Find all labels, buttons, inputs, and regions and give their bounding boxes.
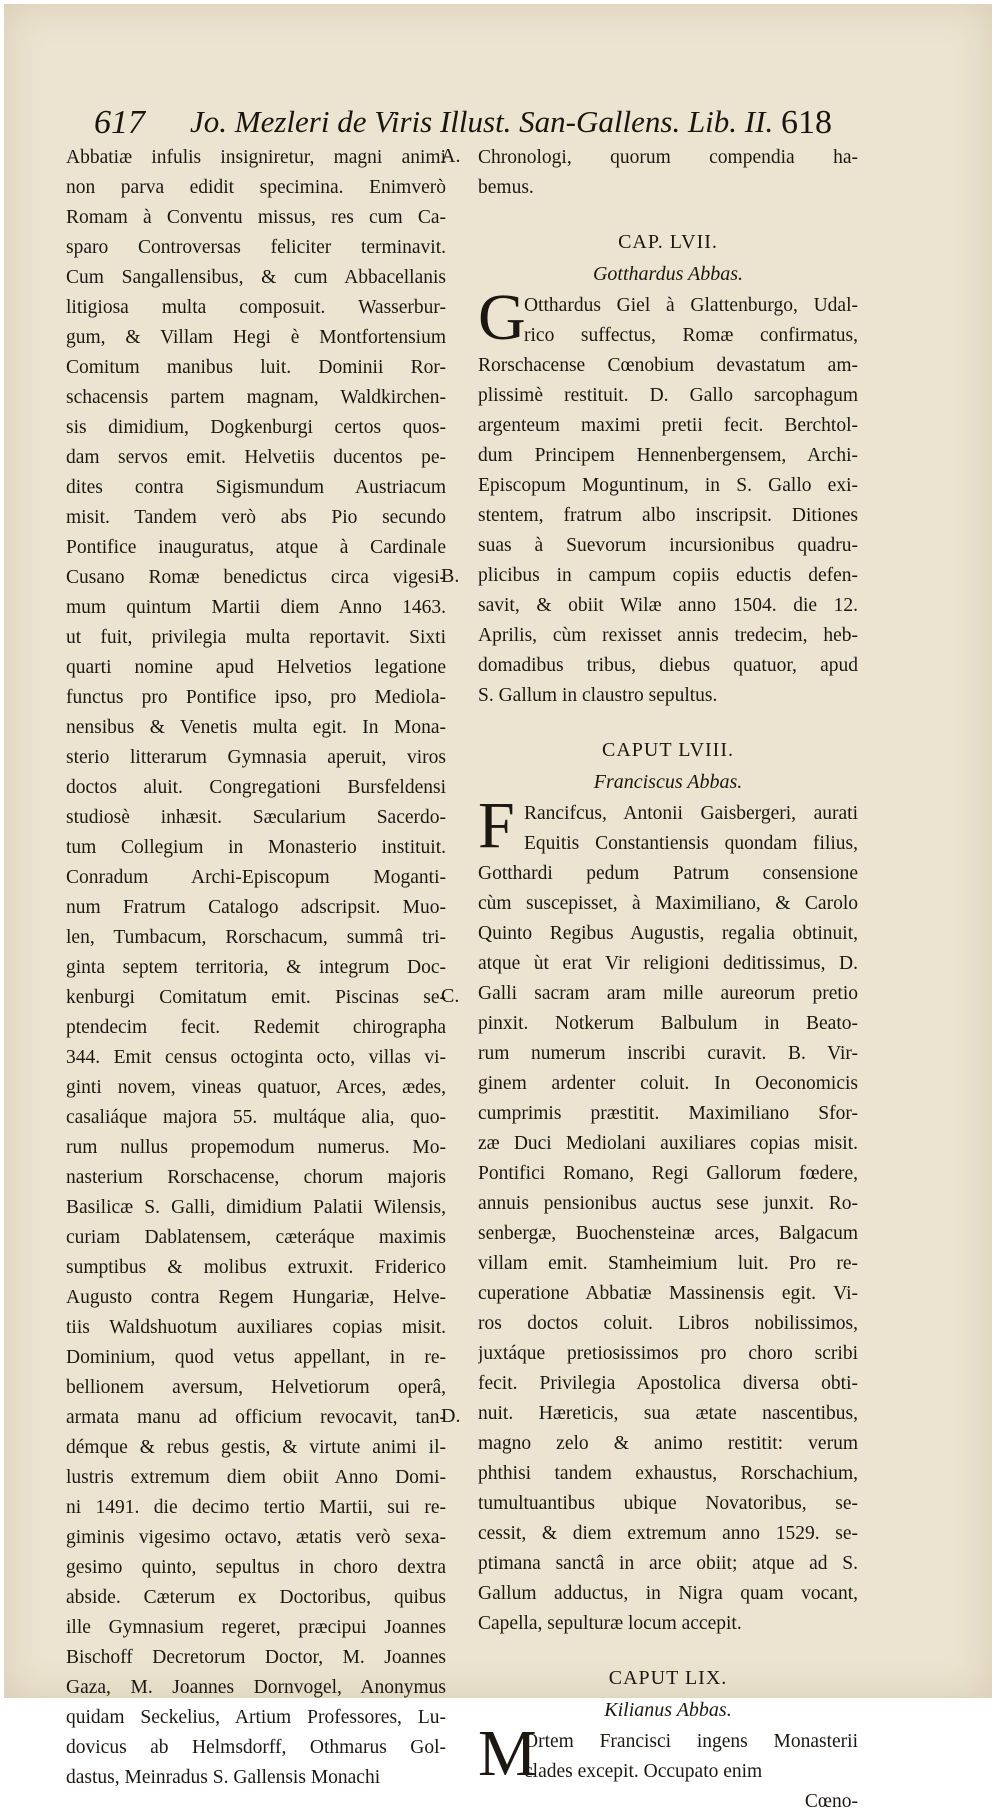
text-line: zæ Duci Mediolani auxiliares copias misit. [478,1133,858,1154]
text-line: plissimè restituit. D. Gallo sarcophagum [478,385,858,406]
chapter-57-subtitle: Gotthardus Abbas. [592,263,744,285]
text-line: argenteum maximi pretii fecit. Berchtol- [478,415,858,436]
chapter-57-initial: G [478,281,526,354]
text-line: ut fuit, privilegia multa reportavit. Sixti [66,627,446,648]
text-line: tiis Waldshuotum auxiliares copias misit. [66,1317,446,1338]
text-line: dites contra Sigismundum Austriacum [66,477,446,498]
text-line: sumptibus & molibus extruxit. Friderico [66,1257,446,1278]
text-line: Episcopum Moguntinum, in S. Gallo exi- [478,475,858,496]
right-column [478,143,858,1817]
text-line: tumultuantibus ubique Novatoribus, se- [478,1493,858,1514]
text-line: Pontifice inauguratus, atque à Cardinale [66,537,446,558]
text-line: 344. Emit census octoginta octo, villas vi- [66,1047,446,1068]
text-line: suas à Suevorum incursionibus quadru- [478,535,858,556]
text-line: num Fratrum Catalogo adscripsit. Muo- [66,897,446,918]
text-line: dastus, Meinradus S. Gallensis Monachi [66,1767,381,1788]
chapter-58-body [478,789,858,1639]
text-line: quarti nomine apud Helvetios legatione [66,657,446,678]
text-line: Pontifici Romano, Regi Gallorum fœdere, [478,1163,858,1184]
text-line: nasterium Rorschacense, chorum majoris [66,1167,446,1188]
text-line: ptimana sanctâ in arce obiit; atque ad S. [478,1553,858,1574]
text-line: Galli sacram aram mille aureorum pretio [478,983,858,1004]
page-number-left: 617 [94,104,145,141]
text-line: Basilicæ S. Galli, dimidium Palatii Wilensis, [66,1197,446,1218]
text-line: ni 1491. die decimo tertio Martii, sui re- [66,1497,446,1518]
text-line: ginta septem territoria, & integrum Doc- [66,957,446,978]
text-line: rum nullus propemodum numerus. Mo- [66,1137,446,1158]
text-line: Augusto contra Regem Hungariæ, Helve- [66,1287,446,1308]
left-column [66,143,446,1793]
text-line: magno zelo & animo restitit: verum [478,1433,858,1454]
text-line: Chronologi, quorum compendia ha- [478,147,858,168]
margin-marker-a: A. [441,145,461,167]
text-line: rico suffectus, Romæ confirmatus, [524,325,858,346]
text-line: len, Tumbacum, Rorschacum, summâ tri- [66,927,446,948]
text-line: domadibus tribus, diebus quatuor, apud [478,655,858,676]
text-line: Abbatiæ infulis insigniretur, magni animi [66,147,446,168]
text-line: bemus. [478,177,534,198]
text-line: schacensis partem magnam, Waldkirchen- [66,387,446,408]
text-line: Capella, sepulturæ locum accepit. [478,1613,742,1634]
text-line: Otthardus Giel à Glattenburgo, Udal- [524,295,858,316]
text-line: Conradum Archi-Episcopum Moganti- [66,867,446,888]
text-line: curiam Dablatensem, cæteráque maximis [66,1227,446,1248]
text-line: Quinto Regibus Augustis, regalia obtinuit, [478,923,858,944]
text-line: plicibus in campum copiis eductis defen- [478,565,858,586]
text-line: nensibus & Venetis multa egit. In Mona- [66,717,446,738]
text-line: Romam à Conventu missus, res cum Ca- [66,207,446,228]
text-line: giminis vigesimo octavo, ætatis verò sexa- [66,1527,446,1548]
margin-marker-b: B. [441,565,460,587]
text-line: gum, & Villam Hegi è Montfortensium [66,327,446,348]
text-line: Gotthardi pedum Patrum consensione [478,863,858,884]
text-line: ginem ardenter coluit. In Oeconomicis [478,1073,858,1094]
margin-marker-c: C. [441,985,460,1007]
text-line: Dominium, quod vetus appellant, in re- [66,1347,446,1368]
text-line: démque & rebus gestis, & virtute animi il- [66,1437,446,1458]
text-line: ille Gymnasium regeret, præcipui Joannes [66,1617,446,1638]
text-line: kenburgi Comitatum emit. Piscinas se- [66,987,446,1008]
text-line: tum Collegium in Monasterio instituit. [66,837,446,858]
text-line: sterio litterarum Gymnasia aperuit, viros [66,747,446,768]
text-line: senbergæ, Buochensteinæ arces, Balgacum [478,1223,858,1244]
margin-marker-d: D. [441,1405,461,1427]
chapter-59-title: CAPUT LIX. [608,1667,728,1689]
text-line: dovicus ab Helmsdorff, Othmarus Gol- [66,1737,446,1758]
text-line: fecit. Privilegia Apostolica diversa obti- [478,1373,858,1394]
text-line: Equitis Constantiensis quondam filius, [524,833,858,854]
text-line: Gallum adductus, in Nigra quam vocant, [478,1583,858,1604]
chapter-58-subtitle: Franciscus Abbas. [593,771,743,793]
text-line: bellionem aversum, Helvetiorum operâ, [66,1377,446,1398]
text-line: nuit. Hæreticis, sua ætate nascentibus, [478,1403,858,1424]
text-line: non parva edidit specimina. Enimverò [66,177,446,198]
text-line: lustris extremum diem obiit Anno Domi- [66,1467,446,1488]
text-line: S. Gallum in claustro sepultus. [478,685,718,706]
text-line: villam emit. Stamheimium luit. Pro re- [478,1253,858,1274]
text-line: Rorschacense Cœnobium devastatum am- [478,355,858,376]
text-line: cumprimis præstitit. Maximiliano Sfor- [478,1103,858,1124]
text-line: Bischoff Decretorum Doctor, M. Joannes [66,1647,446,1668]
intro-text [478,143,858,203]
text-line: annuis pensionibus auctus sese junxit. Ro- [478,1193,858,1214]
text-line: Ortem Francisci ingens Monasterii [524,1731,858,1752]
text-line: dum Principem Hennenbergensem, Archi- [478,445,858,466]
text-line: pinxit. Notkerum Balbulum in Beato- [478,1013,858,1034]
text-line: dam servos emit. Helvetiis ducentos pe- [66,447,446,468]
text-line: abside. Cæterum ex Doctoribus, quibus [66,1587,446,1608]
text-line: quidam Seckelius, Artium Professores, Lu- [66,1707,446,1728]
text-line: clades excepit. Occupato enim [524,1761,763,1782]
text-line: stentem, fratrum albo inscripsit. Ditiones [478,505,858,526]
chapter-57-body [478,281,858,711]
text-line: Rancifcus, Antonii Gaisbergeri, aurati [524,803,858,824]
text-line: misit. Tandem verò abs Pio secundo [66,507,446,528]
text-line: studiosè inhæsit. Sæcularium Sacerdo- [66,807,446,828]
text-line: ros doctos coluit. Libros nobilissimos, [478,1313,858,1334]
text-line: juxtáque pretiosissimos pro choro scribi [478,1343,858,1364]
text-line: ginti novem, vineas quatuor, Arces, ædes, [66,1077,446,1098]
page-number-right: 618 [781,104,832,141]
catchword: Cœno- [804,1791,858,1812]
text-line: functus pro Pontifice ipso, pro Mediola- [66,687,446,708]
text-line: atque ùt erat Vir religioni deditissimus, D. [478,953,858,974]
text-line: mum quintum Martii diem Anno 1463. [66,597,446,618]
chapter-59-initial: M [478,1717,537,1790]
text-line: cessit, & diem extremum anno 1529. se- [478,1523,858,1544]
text-line: cuperatione Abbatiæ Massinensis egit. Vi- [478,1283,858,1304]
text-line: rum numerum inscribi curavit. B. Vir- [478,1043,858,1064]
book-page [4,4,992,1812]
chapter-59-body [478,1717,858,1790]
text-line: Aprilis, cùm rexisset annis tredecim, heb- [478,625,858,646]
chapter-58-title: CAPUT LVIII. [601,739,734,761]
text-line: gesimo quinto, sepultus in choro dextra [66,1557,446,1578]
text-line: savit, & obiit Wilæ anno 1504. die 12. [478,595,858,616]
text-line: Gaza, M. Joannes Dornvogel, Anonymus [66,1677,446,1698]
text-line: armata manu ad officium revocavit, tan- [66,1407,446,1428]
running-title: Jo. Mezleri de Viris Illust. San-Gallens. Lib. II. [190,104,774,139]
text-line: casaliáque majora 55. multáque alia, quo- [66,1107,446,1128]
text-line: phthisi tandem exhaustus, Rorschachium, [478,1463,858,1484]
text-line: ptendecim fecit. Redemit chirographa [66,1017,446,1038]
text-line: sis dimidium, Dogkenburgi certos quos- [66,417,446,438]
text-line: Cum Sangallensibus, & cum Abbacellanis [66,267,446,288]
text-line: doctos aluit. Congregationi Bursfeldensi [66,777,446,798]
text-line: sparo Controversas feliciter terminavit. [66,237,446,258]
text-line: Cusano Romæ benedictus circa vigesi- [66,567,446,588]
chapter-58-initial: F [478,789,515,862]
text-line: litigiosa multa composuit. Wasserbur- [66,297,446,318]
text-line: cùm suscepisset, à Maximiliano, & Carolo [478,893,858,914]
chapter-59-subtitle: Kilianus Abbas. [604,1699,732,1721]
chapter-57-title: CAP. LVII. [618,231,718,253]
text-line: Comitum manibus luit. Dominii Ror- [66,357,446,378]
